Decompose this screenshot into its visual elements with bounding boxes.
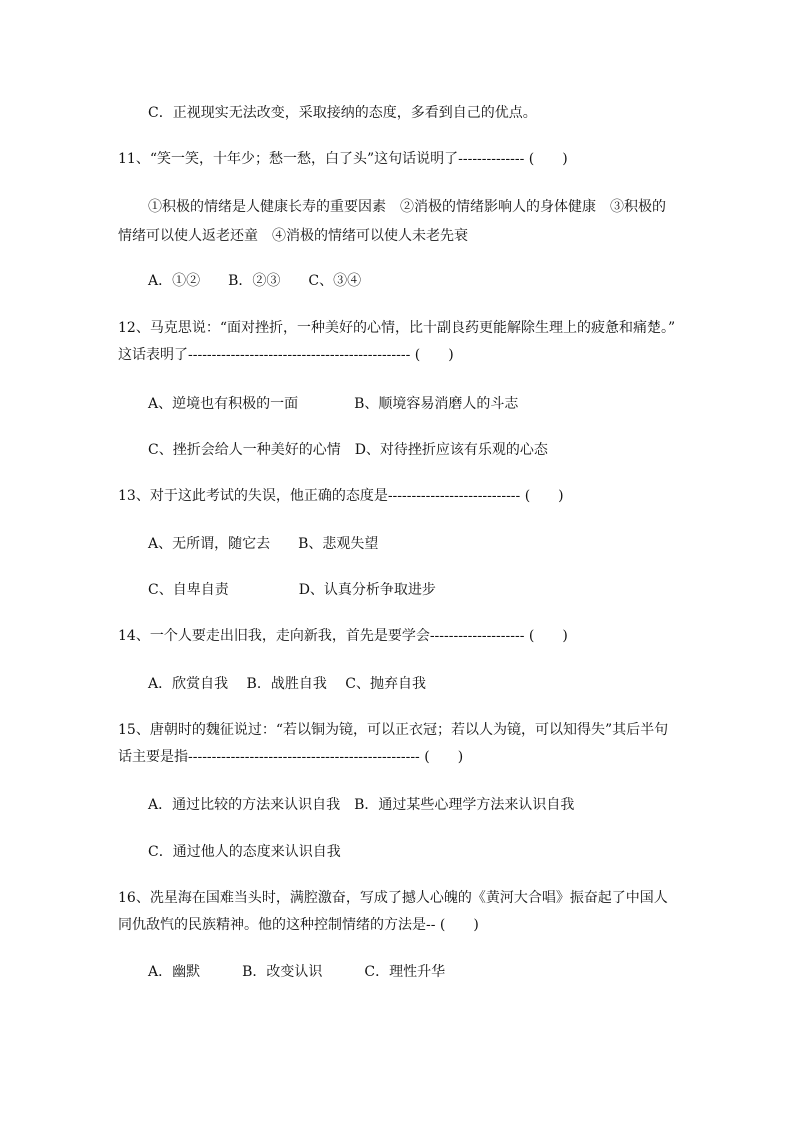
- q13-stem: 13、对于这此考试的失误，他正确的态度是---------------------------- ( ): [118, 488, 564, 504]
- q11-stem: 11、“笑一笑，十年少；愁一愁，白了头”这句话说明了-------------- ( ): [118, 151, 568, 167]
- q13-options-cd: C、自卑自责 D、认真分析争取进步: [148, 582, 436, 598]
- q16-options: A．幽默 B．改变认识 C．理性升华: [148, 964, 446, 980]
- q12-options-ab: A、逆境也有积极的一面 B、顺境容易消磨人的斗志: [148, 396, 519, 412]
- q12-options-cd: C、挫折会给人一种美好的心情 D、对待挫折应该有乐观的心态: [148, 442, 548, 458]
- q15-options-ab: A．通过比较的方法来认识自我 B．通过某些心理学方法来认识自我: [148, 797, 575, 813]
- q16-stem-line2: 同仇敌忾的民族精神。他的这种控制情绪的方法是-- ( ): [118, 917, 479, 933]
- q11-statements-line2: 情绪可以使人返老还童 ④消极的情绪可以使人未老先衰: [118, 228, 468, 244]
- q12-stem-line2: 这话表明了----------------------------------------------- ( ): [118, 347, 454, 363]
- q11-options: A．①② B．②③ C、③④: [148, 273, 362, 289]
- q15-stem-line1: 15、唐朝时的魏征说过：“若以铜为镜，可以正衣冠；若以人为镜，可以知得失”其后半句: [118, 722, 669, 738]
- q12-stem-line1: 12、马克思说：“面对挫折，一种美好的心情，比十副良药更能解除生理上的疲惫和痛楚。”: [118, 320, 676, 336]
- q16-stem-line1: 16、冼星海在国难当头时，满腔激奋，写成了撼人心魄的《黄河大合唱》振奋起了中国人: [118, 890, 668, 906]
- q15-option-c: C．通过他人的态度来认识自我: [148, 844, 341, 860]
- q11-statements-line1: ①积极的情绪是人健康长寿的重要因素 ②消极的情绪影响人的身体健康 ③积极的: [148, 199, 666, 215]
- q13-options-ab: A、无所谓，随它去 B、悲观失望: [148, 536, 379, 552]
- q15-stem-line2: 话主要是指------------------------------------------------- ( ): [118, 749, 464, 765]
- q14-options: A．欣赏自我 B．战胜自我 C、抛弃自我: [148, 676, 427, 692]
- q14-stem: 14、一个人要走出旧我，走向新我，首先是要学会-------------------- ( ): [118, 628, 568, 644]
- q10-option-c: C．正视现实无法改变，采取接纳的态度，多看到自己的优点。: [148, 105, 537, 121]
